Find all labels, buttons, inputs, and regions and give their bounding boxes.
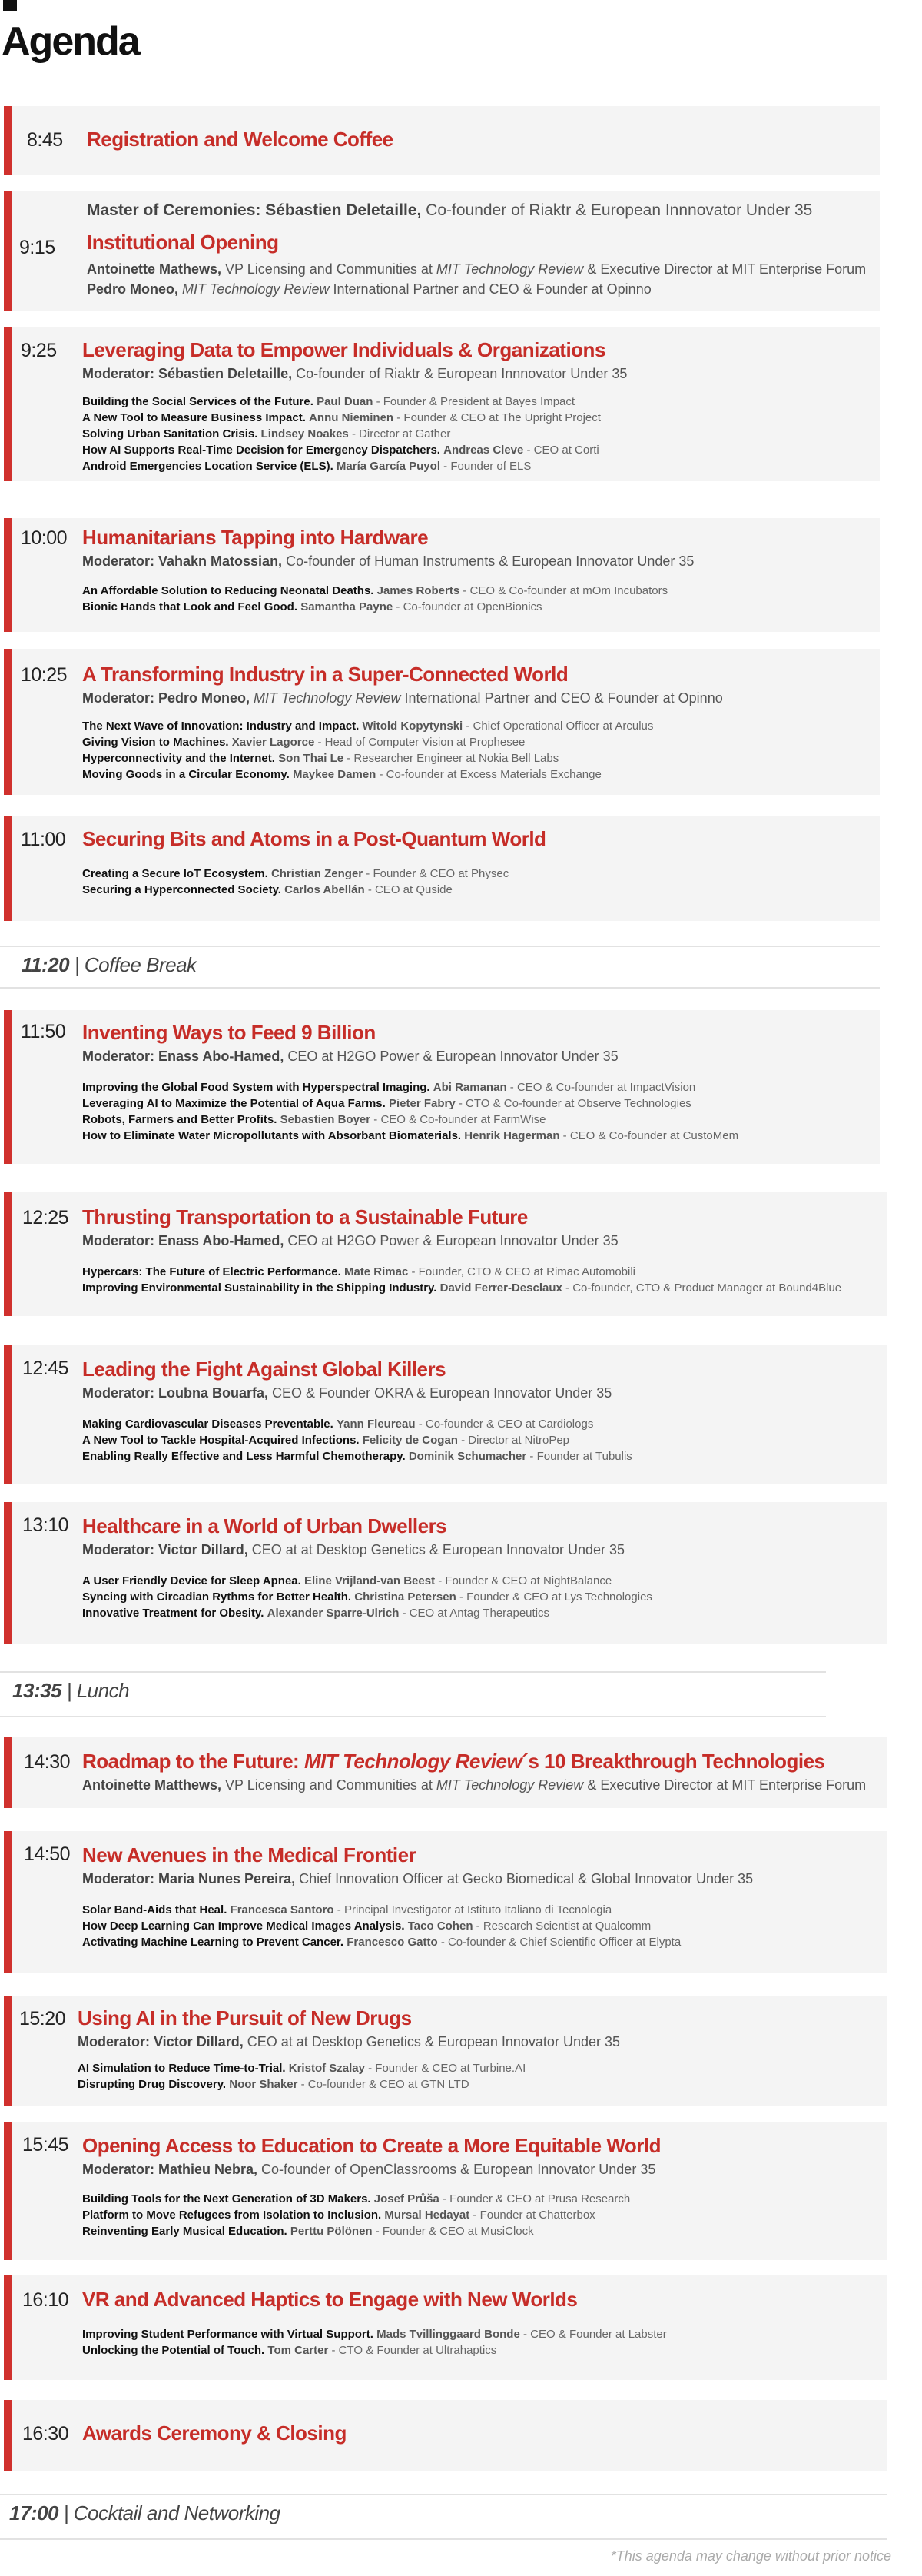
divider <box>0 2494 887 2495</box>
master-of-ceremonies: Master of Ceremonies: Sébastien Deletaille, Co-founder of Riaktr & European Innnovator Under 35 <box>87 201 813 219</box>
talk-item: An Affordable Solution to Reducing Neonatal Deaths. James Roberts - CEO & Co-founder at mOm Incubators <box>82 584 668 597</box>
session-title: Leading the Fight Against Global Killers <box>82 1358 446 1381</box>
divider <box>0 1671 826 1673</box>
divider <box>0 987 880 989</box>
session-education <box>4 2122 887 2260</box>
talk-item: A New Tool to Tackle Hospital-Acquired Infections. Felicity de Cogan - Director at NitroPep <box>82 1434 570 1447</box>
session-title: VR and Advanced Haptics to Engage with New Worlds <box>82 2288 578 2311</box>
session-roadmap-future <box>4 1737 887 1808</box>
talk-item: Solar Band-Aids that Heal. Francesca Santoro - Principal Investigator at Istituto Italiano di Tecnologia <box>82 1903 612 1916</box>
session-title: Inventing Ways to Feed 9 Billion <box>82 1021 376 1044</box>
talk-item: A New Tool to Measure Business Impact. Annu Nieminen - Founder & CEO at The Upright Project <box>82 411 601 424</box>
session-title: Thrusting Transportation to a Sustainable Future <box>82 1205 528 1228</box>
lunch-break: 13:35 | Lunch <box>12 1679 130 1702</box>
talk-item: Activating Machine Learning to Prevent Cancer. Francesco Gatto - Co-founder & Chief Scientific Officer at Elypta <box>82 1936 682 1949</box>
moderator: Moderator: Loubna Bouarfa, CEO & Founder OKRA & European Innovator Under 35 <box>82 1385 612 1401</box>
cocktail-networking: 17:00 | Cocktail and Networking <box>9 2501 280 2524</box>
talk-item: Building Tools for the Next Generation of 3D Makers. Josef Průša - Founder & CEO at Prusa Research <box>82 2192 631 2205</box>
talk-item: Making Cardiovascular Diseases Preventable. Yann Fleureau - Co-founder & CEO at Cardiologs <box>82 1418 594 1431</box>
talk-item: Securing a Hyperconnected Society. Carlos Abellán - CEO at Quside <box>82 883 453 896</box>
page-title: Agenda <box>2 19 139 64</box>
talk-item: The Next Wave of Innovation: Industry and Impact. Witold Kopytynski - Chief Operational Officer at Arculus <box>82 720 654 733</box>
talk-item: Disrupting Drug Discovery. Noor Shaker - Co-founder & CEO at GTN LTD <box>78 2078 469 2091</box>
session-title: Humanitarians Tapping into Hardware <box>82 526 429 549</box>
session-time: 16:30 <box>22 2423 69 2445</box>
session-title: New Avenues in the Medical Frontier <box>82 1843 416 1866</box>
talk-item: How Deep Learning Can Improve Medical Images Analysis. Taco Cohen - Research Scientist at Qualcomm <box>82 1920 652 1933</box>
talk-item: Giving Vision to Machines. Xavier Lagorce - Head of Computer Vision at Prophesee <box>82 736 526 749</box>
session-title: Opening Access to Education to Create a More Equitable World <box>82 2134 662 2157</box>
speaker-line: Antoinette Matthews, VP Licensing and Communities at MIT Technology Review & Executive Director at MIT Enterprise Forum <box>82 1777 867 1793</box>
session-urban-dwellers <box>4 1502 887 1644</box>
session-time: 10:00 <box>21 527 68 549</box>
session-time: 12:25 <box>22 1207 69 1228</box>
talk-item: AI Simulation to Reduce Time-to-Trial. Kristof Szalay - Founder & CEO at Turbine.AI <box>78 2062 526 2075</box>
session-time: 13:10 <box>22 1514 69 1536</box>
session-transforming-industry <box>4 649 880 795</box>
session-title: Roadmap to the Future: MIT Technology Review´s 10 Breakthrough Technologies <box>82 1750 825 1773</box>
session-time: 14:50 <box>24 1843 71 1865</box>
session-title: Securing Bits and Atoms in a Post-Quantum World <box>82 827 546 850</box>
session-transportation <box>4 1192 887 1316</box>
session-title: Healthcare in a World of Urban Dwellers <box>82 1514 447 1537</box>
session-time: 16:10 <box>22 2289 69 2311</box>
talk-item: Robots, Farmers and Better Profits. Sebastien Boyer - CEO & Co-founder at FarmWise <box>82 1113 546 1126</box>
session-time: 9:25 <box>21 340 57 361</box>
talk-item: Hyperconnectivity and the Internet. Son Thai Le - Researcher Engineer at Nokia Bell Labs <box>82 752 559 765</box>
talk-item: Moving Goods in a Circular Economy. Maykee Damen - Co-founder at Excess Materials Exchange <box>82 768 602 781</box>
divider <box>0 2538 887 2540</box>
talk-item: Building the Social Services of the Future. Paul Duan - Founder & President at Bayes Impact <box>82 395 575 408</box>
header-accent-bar <box>3 0 17 11</box>
moderator: Moderator: Victor Dillard, CEO at at Desktop Genetics & European Innovator Under 35 <box>78 2034 620 2049</box>
moderator: Moderator: Enass Abo-Hamed, CEO at H2GO Power & European Innovator Under 35 <box>82 1233 619 1248</box>
speaker-line: Pedro Moneo, MIT Technology Review International Partner and CEO & Founder at Opinno <box>87 281 652 297</box>
session-global-killers <box>4 1345 887 1484</box>
session-medical-frontier <box>4 1831 887 1973</box>
talk-item: Bionic Hands that Look and Feel Good. Samantha Payne - Co-founder at OpenBionics <box>82 600 542 613</box>
talk-item: Syncing with Circadian Rythms for Better Health. Christina Petersen - Founder & CEO at Lys Technologies <box>82 1590 652 1604</box>
talk-item: Platform to Move Refugees from Isolation to Inclusion. Mursal Hedayat - Founder at Chatterbox <box>82 2209 595 2222</box>
session-title: A Transforming Industry in a Super-Connected World <box>82 663 569 686</box>
session-time: 14:30 <box>24 1751 71 1773</box>
session-time: 9:15 <box>19 237 55 258</box>
moderator: Moderator: Vahakn Matossian, Co-founder of Human Instruments & European Innovator Under 35 <box>82 553 695 569</box>
session-time: 11:50 <box>21 1021 66 1042</box>
talk-item: Reinventing Early Musical Education. Perttu Pölönen - Founder & CEO at MusiClock <box>82 2225 534 2238</box>
session-registration <box>4 106 880 175</box>
moderator: Moderator: Enass Abo-Hamed, CEO at H2GO Power & European Innovator Under 35 <box>82 1049 619 1064</box>
session-feed-9-billion <box>4 1010 880 1164</box>
session-title: Using AI in the Pursuit of New Drugs <box>78 2006 412 2029</box>
session-time: 11:00 <box>21 829 66 850</box>
talk-item: Creating a Secure IoT Ecosystem. Christian Zenger - Founder & CEO at Physec <box>82 867 509 880</box>
session-time: 15:45 <box>22 2134 69 2156</box>
session-time: 8:45 <box>27 129 63 151</box>
moderator: Moderator: Mathieu Nebra, Co-founder of OpenClassrooms & European Innovator Under 35 <box>82 2162 656 2177</box>
talk-item: Improving Student Performance with Virtual Support. Mads Tvillinggaard Bonde - CEO & Founder at Labster <box>82 2328 667 2341</box>
session-institutional-opening <box>4 191 880 311</box>
divider <box>0 946 880 947</box>
session-title: Awards Ceremony & Closing <box>82 2421 347 2445</box>
talk-item: Leveraging AI to Maximize the Potential of Aqua Farms. Pieter Fabry - CTO & Co-founder at Observe Technologies <box>82 1097 692 1110</box>
session-time: 10:25 <box>21 664 68 686</box>
talk-item: Solving Urban Sanitation Crisis. Lindsey Noakes - Director at Gather <box>82 427 451 440</box>
moderator: Moderator: Sébastien Deletaille, Co-founder of Riaktr & European Innnovator Under 35 <box>82 366 628 381</box>
coffee-break: 11:20 | Coffee Break <box>22 953 197 976</box>
moderator: Moderator: Maria Nunes Pereira, Chief Innovation Officer at Gecko Biomedical & Global Innovator Under 35 <box>82 1871 754 1886</box>
divider <box>0 1716 826 1717</box>
session-vr-haptics <box>4 2275 887 2380</box>
moderator: Moderator: Pedro Moneo, MIT Technology Review International Partner and CEO & Founder at Opinno <box>82 690 723 706</box>
session-securing-bits <box>4 816 880 921</box>
talk-item: Improving the Global Food System with Hyperspectral Imaging. Abi Ramanan - CEO & Co-founder at ImpactVision <box>82 1081 696 1094</box>
talk-item: A User Friendly Device for Sleep Apnea. Eline Vrijland-van Beest - Founder & CEO at NightBalance <box>82 1574 612 1587</box>
session-ai-new-drugs <box>4 1996 887 2106</box>
talk-item: Hypercars: The Future of Electric Performance. Mate Rimac - Founder, CTO & CEO at Rimac Automobili <box>82 1265 635 1278</box>
talk-item: Enabling Really Effective and Less Harmful Chemotherapy. Dominik Schumacher - Founder at Tubulis <box>82 1450 632 1463</box>
session-title: Institutional Opening <box>87 231 279 254</box>
session-awards-closing <box>4 2400 887 2471</box>
talk-item: Innovative Treatment for Obesity. Alexander Sparre-Ulrich - CEO at Antag Therapeutics <box>82 1607 550 1620</box>
moderator: Moderator: Victor Dillard, CEO at at Desktop Genetics & European Innovator Under 35 <box>82 1542 625 1557</box>
session-leveraging-data <box>4 327 880 481</box>
session-title: Registration and Welcome Coffee <box>87 128 393 151</box>
talk-item: How AI Supports Real-Time Decision for Emergency Dispatchers. Andreas Cleve - CEO at Corti <box>82 444 599 457</box>
session-time: 15:20 <box>19 2008 66 2029</box>
session-time: 12:45 <box>22 1358 69 1379</box>
session-humanitarians-hardware <box>4 518 880 632</box>
speaker-line: Antoinette Mathews, VP Licensing and Communities at MIT Technology Review & Executive Director at MIT Enterprise Forum <box>87 261 867 277</box>
talk-item: Improving Environmental Sustainability in the Shipping Industry. David Ferrer-Desclaux - Co-founder, CTO & Product Manager at Bound4Blue <box>82 1281 842 1295</box>
disclaimer-notice: *This agenda may change without prior notice <box>610 2548 891 2564</box>
session-title: Leveraging Data to Empower Individuals & Organizations <box>82 338 605 361</box>
talk-item: Android Emergencies Location Service (ELS). María García Puyol - Founder of ELS <box>82 460 532 473</box>
talk-item: How to Eliminate Water Micropollutants with Absorbant Biomaterials. Henrik Hagerman - CEO & Co-founder at CustoMem <box>82 1129 739 1142</box>
talk-item: Unlocking the Potential of Touch. Tom Carter - CTO & Founder at Ultrahaptics <box>82 2344 497 2357</box>
